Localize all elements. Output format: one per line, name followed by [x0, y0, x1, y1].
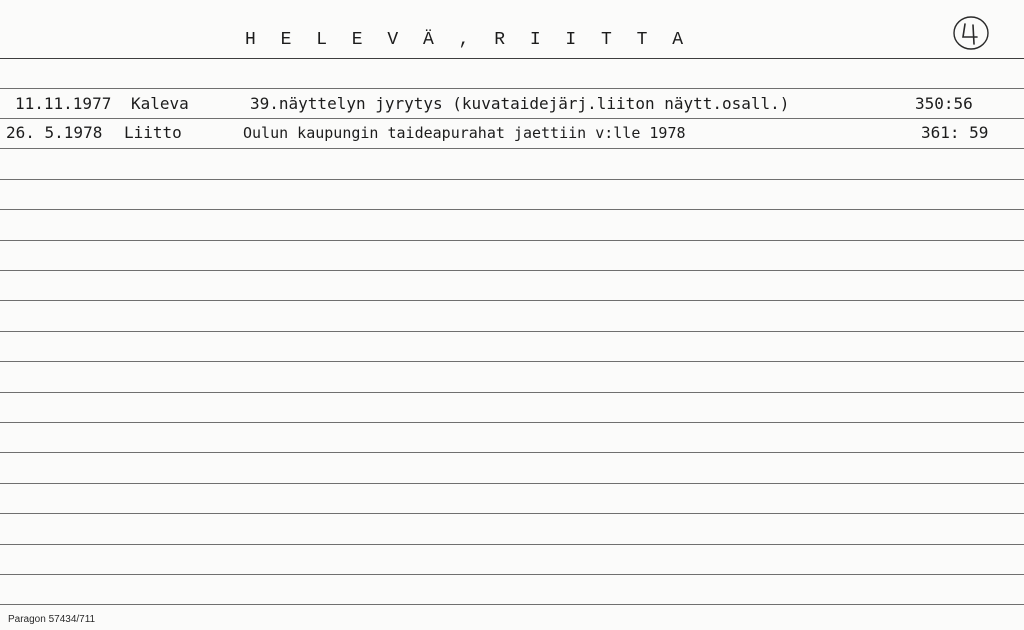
rule-line	[0, 240, 1024, 241]
entry-description: Oulun kaupungin taideapurahat jaettiin v:lle 1978	[243, 124, 686, 142]
rule-line	[0, 574, 1024, 575]
rule-line	[0, 392, 1024, 393]
rule-line	[0, 58, 1024, 59]
rule-line	[0, 361, 1024, 362]
circled-number-4-icon	[952, 14, 990, 52]
rule-line	[0, 544, 1024, 545]
rule-line	[0, 300, 1024, 301]
entry-reference: 361: 59	[921, 123, 989, 142]
card-entry	[0, 118, 1024, 148]
entry-reference: 350:56	[915, 94, 973, 113]
printer-imprint: Paragon 57434/711	[8, 614, 96, 625]
rule-line	[0, 513, 1024, 514]
circled-number-mark	[952, 14, 990, 52]
rule-line	[0, 422, 1024, 423]
rule-line	[0, 452, 1024, 453]
rule-line	[0, 483, 1024, 484]
entry-date: 26. 5.1978	[6, 123, 103, 142]
entry-source: Kaleva	[131, 94, 189, 113]
entry-description: 39.näyttelyn jyrytys (kuvataidejärj.liiton näytt.osall.)	[250, 94, 790, 113]
rule-line	[0, 179, 1024, 180]
rule-line	[0, 270, 1024, 271]
rule-line	[0, 148, 1024, 149]
rule-line	[0, 331, 1024, 332]
rule-line	[0, 209, 1024, 210]
rule-line	[0, 604, 1024, 605]
card-heading: H E L E V Ä , R I I T T A	[245, 30, 691, 50]
entry-source: Liitto	[124, 123, 182, 142]
entry-date: 11.11.1977	[15, 94, 112, 113]
card-entry	[0, 89, 1024, 119]
